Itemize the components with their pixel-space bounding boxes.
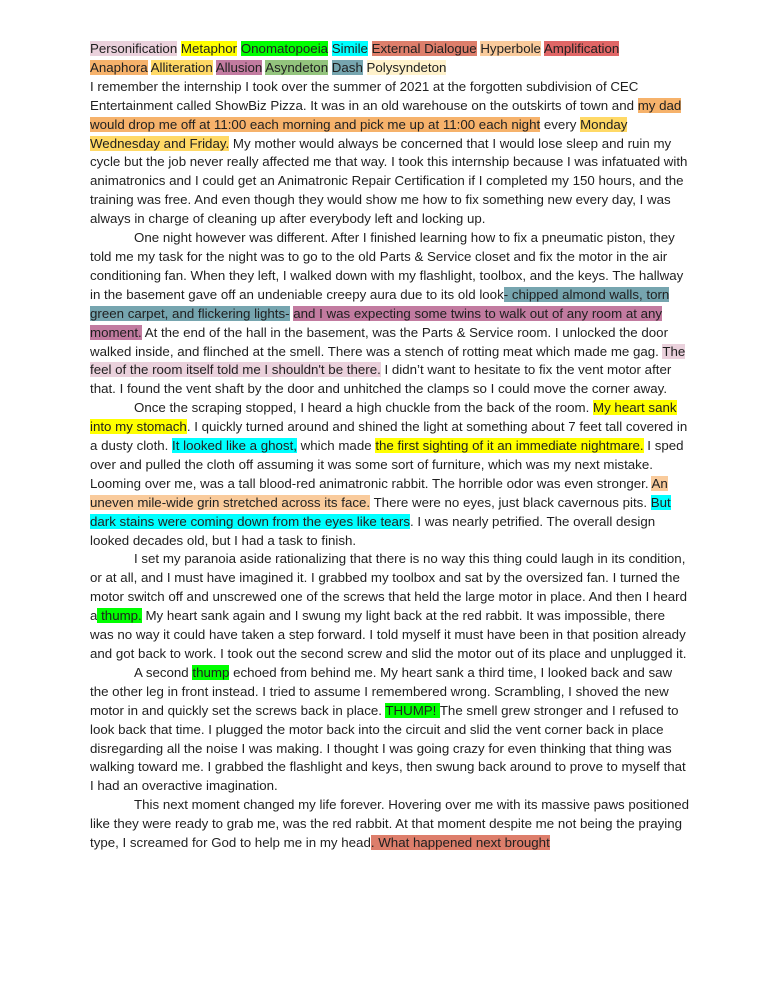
legend-anaphora: Anaphora [90, 59, 148, 75]
legend-dash: Dash [331, 59, 363, 75]
highlight-anaphora: my dad would drop me off at 11:00 each morning and pick me up at 11:00 each night [90, 97, 682, 132]
text-run: . I quickly turned around and shined the light at something about 7 feet tall covered in a dusty cloth. [90, 419, 688, 454]
paragraph-6 [90, 796, 690, 853]
highlight-metaphor: My heart sank into my stomach [90, 400, 677, 435]
legend-external-dialogue: External Dialogue [371, 41, 477, 56]
paragraph-1 [90, 78, 690, 229]
highlight-simile: But dark stains were coming down from the eyes like tears [90, 494, 671, 529]
highlight-metaphor: the first sighting of it an immediate nightmare. [375, 438, 644, 454]
legend-hyperbole: Hyperbole [480, 41, 541, 56]
text-run: A second [134, 664, 193, 680]
highlight-alliteration: Monday Wednesday and Friday. [90, 116, 628, 151]
text-run: At the end of the hall in the basement, was the Parts & Service room. I unlocked the door walked inside, and flinched at the smell. There was a stench of rotting meat which made me gag. [90, 324, 669, 359]
document-page [90, 40, 690, 853]
device-legend [90, 40, 690, 78]
text-run: which made [296, 438, 376, 454]
highlight-allusion: and I was expecting some twins to walk out of any room at any moment. [90, 305, 663, 340]
text-run: I remember the internship I took over the summer of 2021 at the forgotten subdivision of CEC Entertainment called ShowBiz Pizza. It was in an old warehouse on the outskirts of town and [90, 78, 639, 113]
legend-allusion: Allusion [215, 59, 263, 75]
legend-onomatopoeia: Onomatopoeia [240, 41, 329, 56]
highlight-external-dialogue: . What happened next brought [370, 835, 550, 851]
legend-metaphor: Metaphor [180, 41, 238, 56]
text-run: I sped over and pulled the cloth off assuming it was some sort of furniture, which was my next mistake. Looming over me, was a tall blood-red animatronic rabbit. The horrible odor was even stronger. [90, 438, 684, 491]
text-run: The smell grew stronger and I refused to look back that time. I plugged the motor back into the circuit and slid the vent corner back in place disregarding all the noise I was making. I thought I was going crazy for even thinking that thing was walking toward me. I grabbed the flashlight and keys, then swung back around to prove to myself that I had an overactive imagination. [90, 702, 686, 794]
text-run: . I was nearly petrified. The overall design looked decades old, but I had a task to finish. [90, 513, 656, 548]
legend-alliteration: Alliteration [150, 59, 213, 75]
text-run: My heart sank again and I swung my light back at the red rabbit. It was impossible, there was no way it could have taken a step forward. I told myself it must have been in that position already and got back to work. I took out the second screw and slid the motor out of its place and unplugged it. [90, 608, 687, 661]
paragraph-4 [90, 550, 690, 663]
text-run: I didn’t want to hesitate to fix the vent motor after that. I found the vent shaft by the door and unhitched the clamps so I could move the corner away. [90, 362, 672, 397]
legend-personification: Personification [90, 41, 178, 56]
legend-amplification: Amplification [543, 41, 620, 56]
paragraph-2 [90, 229, 690, 399]
text-run: My mother would always be concerned that I would lose sleep and ruin my cycle but the job never really affected me that way. I took this internship because I was infatuated with animatronics and I could get an Animatronic Repair Certification if I completed my 150 hours, and the training was free. And even though they would show me how to fix something new every day, I was always in charge of cleaning up after everybody left and locking up. [90, 135, 688, 227]
text-run: every [540, 116, 581, 132]
text-run: echoed from behind me. My heart sank a third time, I looked back and saw the other leg in front instead. I tried to assume I remembered wrong. Scrambling, I shoved the new motor in and quickly set the screws back in place. [90, 664, 673, 718]
text-run: Once the scraping stopped, I heard a high chuckle from the back of the room. [134, 400, 594, 416]
text-run: There were no eyes, just black cavernous pits. [370, 494, 651, 510]
legend-polysyndeton: Polysyndeton [366, 59, 447, 75]
legend-simile: Simile [331, 41, 368, 56]
highlight-onomatopoeia: THUMP! [385, 702, 440, 718]
paragraph-3 [90, 399, 690, 550]
highlight-hyperbole: An uneven mile-wide grin stretched across its face. [90, 475, 668, 510]
highlight-dash: - chipped almond walls, torn green carpet, and flickering lights- [90, 286, 670, 321]
highlight-onomatopoeia: thump [192, 664, 230, 680]
highlight-simile: It looked like a ghost, [172, 438, 297, 454]
paragraph-5 [90, 664, 690, 796]
highlight-onomatopoeia: thump. [97, 608, 142, 624]
text-run: I set my paranoia aside rationalizing that there is no way this thing could laugh in its condition, or at all, and I must have imagined it. I grabbed my toolbox and sat by the oversized fan. I turned the motor switch off and unscrewed one of the screws that held the large motor in place. And then I heard a [90, 551, 687, 624]
highlight-personification: The feel of the room itself told me I shouldn't be there. [90, 343, 686, 378]
legend-asyndeton: Asyndeton [265, 59, 329, 75]
text-run: This next moment changed my life forever. Hovering over me with its massive paws positioned like they were ready to grab me, was the red rabbit. At that moment despite me not being the praying type, I screamed for God to help me in my head [90, 797, 690, 851]
text-run: One night however was different. After I finished learning how to fix a pneumatic piston, they told me my task for the night was to go to the old Parts & Service closet and fix the motor in the air conditioning fan. When they left, I walked down with my flashlight, toolbox, and the keys. The hallway in the basement gave off an undeniable creepy aura due to its old look [90, 230, 684, 302]
